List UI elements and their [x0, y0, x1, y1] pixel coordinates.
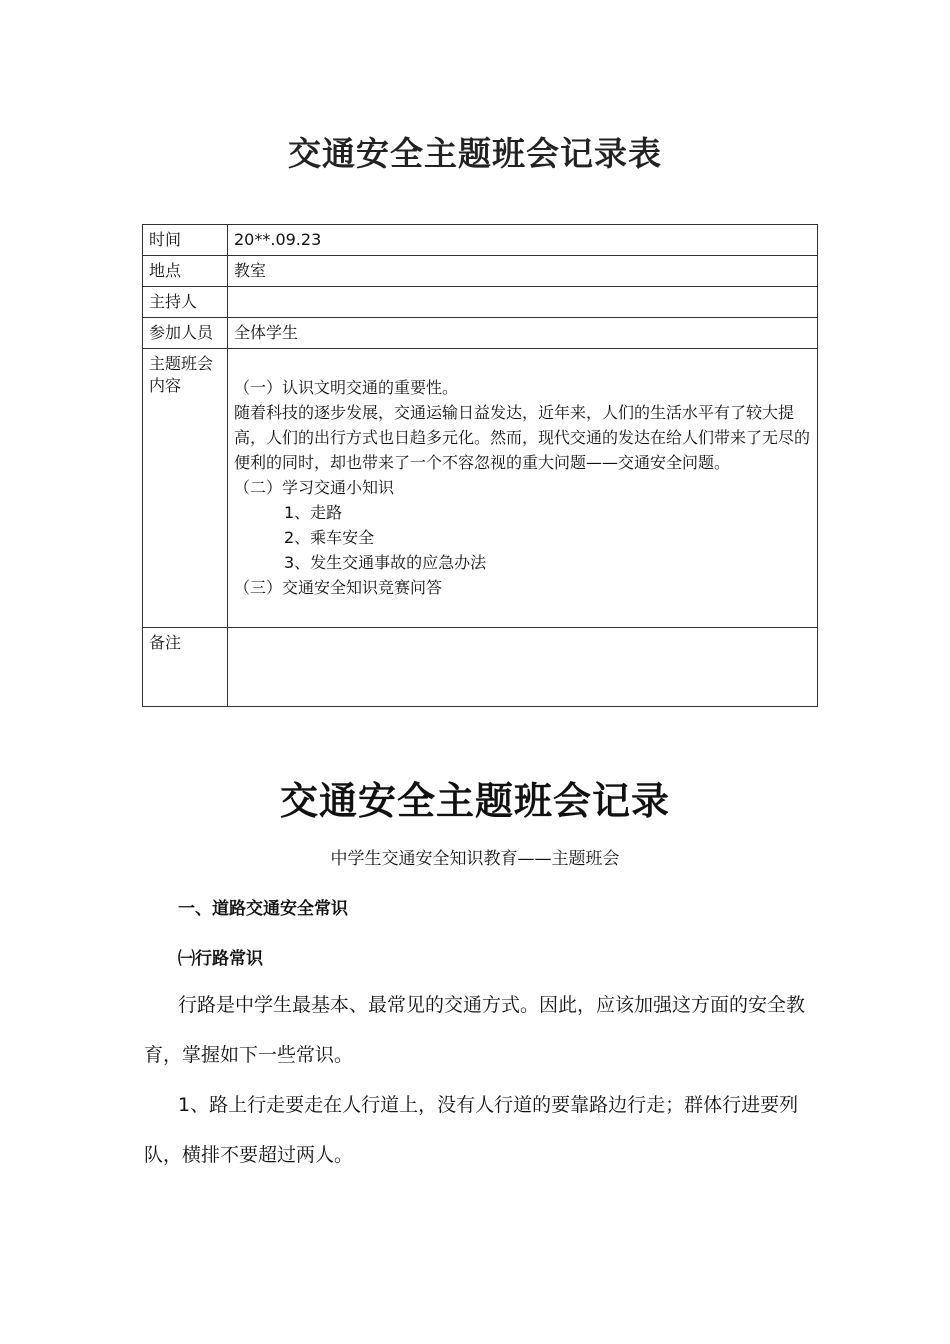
paragraph-2: 1、路上行走要走在人行道上，没有人行道的要靠路边行走；群体行进要列队，横排不要超过两人。	[144, 1094, 799, 1166]
place-label: 地点	[143, 256, 228, 287]
time-label: 时间	[143, 225, 228, 256]
notes-label: 备注	[143, 628, 228, 707]
time-value: 20**.09.23	[228, 225, 818, 256]
host-value	[228, 287, 818, 318]
content-label: 主题班会内容	[143, 349, 228, 628]
heading-walking: ㈠行路常识	[178, 949, 263, 969]
table-row	[143, 318, 818, 349]
heading-road-safety: 一、道路交通安全常识	[178, 899, 348, 919]
list-item: 1、走路	[284, 503, 343, 522]
table-row	[143, 287, 818, 318]
content-paragraph: 随着科技的逐步发展，交通运输日益发达，近年来，人们的生活水平有了较大提高，人们的出行方式也日趋多元化。然而，现代交通的发达在给人们带来了无尽的便利的同时，却也带来了一个不容忽视的重大问题——交通安全问题。	[234, 403, 811, 472]
record-table	[142, 224, 818, 707]
place-value: 教室	[228, 256, 818, 287]
paragraph-1: 行路是中学生最基本、最常见的交通方式。因此，应该加强这方面的安全教育，掌握如下一些常识。	[144, 994, 806, 1066]
section-1: （一）认识文明交通的重要性。	[234, 378, 459, 397]
section-3: （三）交通安全知识竞赛问答	[234, 578, 443, 597]
participants-value: 全体学生	[228, 318, 818, 349]
table-row	[143, 225, 818, 256]
participants-label: 参加人员	[143, 318, 228, 349]
section-2: （二）学习交通小知识	[234, 478, 395, 497]
list-item: 3、发生交通事故的应急办法	[284, 553, 487, 572]
record-title: 交通安全主题班会记录	[279, 779, 670, 823]
content-cell	[228, 349, 818, 628]
table-row	[143, 628, 818, 707]
host-label: 主持人	[143, 287, 228, 318]
list-item: 2、乘车安全	[284, 528, 375, 547]
table-row	[143, 256, 818, 287]
record-subtitle: 中学生交通安全知识教育——主题班会	[330, 849, 620, 869]
table-row	[143, 349, 818, 628]
notes-value	[228, 628, 818, 707]
record-table-title: 交通安全主题班会记录表	[288, 134, 662, 173]
